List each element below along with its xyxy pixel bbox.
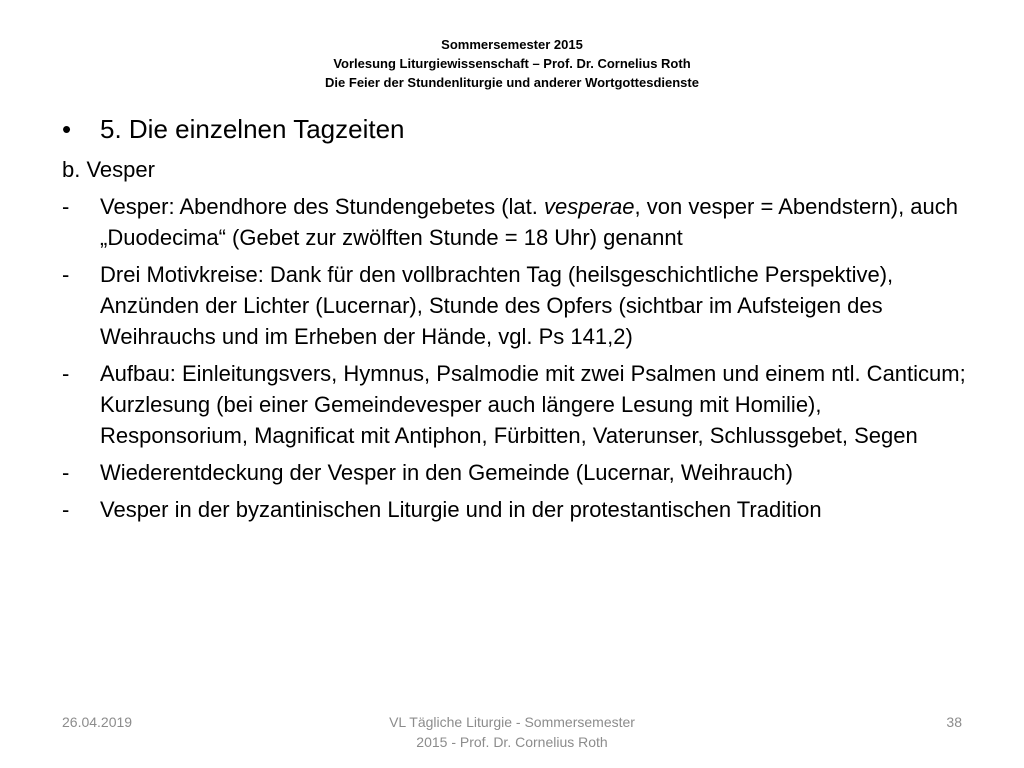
dash-icon: - <box>62 361 70 386</box>
list-item-text-italic: vesperae <box>544 194 635 219</box>
dash-icon: - <box>62 194 70 219</box>
dash-icon: - <box>62 497 70 522</box>
footer-date: 26.04.2019 <box>62 714 133 730</box>
header-topic: Die Feier der Stundenliturgie und anderer Wortgottesdienste <box>325 75 699 90</box>
section-title-text: 5. Die einzelnen Tagzeiten <box>100 114 405 144</box>
list-item <box>62 191 972 253</box>
footer-title-line1: VL Tägliche Liturgie - Sommersemester <box>389 714 635 730</box>
slide-content <box>62 111 972 531</box>
subsection-heading: b. Vesper <box>62 157 155 182</box>
list-item-text-post: , von vesper = Abendstern), auch „Duodecima“ (Gebet zur zwölften Stunde = 18 Uhr) genannt <box>100 194 958 250</box>
list-item <box>62 494 972 525</box>
slide-header <box>0 35 1024 92</box>
page-number: 38 <box>946 714 962 730</box>
footer-title <box>362 712 662 752</box>
list-item-text-pre: Vesper: Abendhore des Stundengebetes (lat. <box>100 194 544 219</box>
list-item <box>62 259 972 352</box>
dash-icon: - <box>62 460 70 485</box>
header-lecture: Vorlesung Liturgiewissenschaft – Prof. Dr. Cornelius Roth <box>333 56 691 71</box>
list-item-text: Wiederentdeckung der Vesper in den Gemeinde (Lucernar, Weihrauch) <box>100 460 793 485</box>
list-item-text: Aufbau: Einleitungsvers, Hymnus, Psalmodie mit zwei Psalmen und einem ntl. Canticum; Kurzlesung (bei einer Gemeindevesper auch längere Lesung mit Homilie), Responsorium, Magnificat mit Antiphon, Fürbitten, Vaterunser, Schlussgebet, Segen <box>100 361 966 448</box>
footer-title-line2: 2015 - Prof. Dr. Cornelius Roth <box>416 734 608 750</box>
bullet-icon: • <box>62 114 72 144</box>
list-item <box>62 457 972 488</box>
list-item-text: Vesper in der byzantinischen Liturgie und in der protestantischen Tradition <box>100 497 822 522</box>
list-item-text: Drei Motivkreise: Dank für den vollbrachten Tag (heilsgeschichtliche Perspektive), Anzünden der Lichter (Lucernar), Stunde des Opfers (sichtbar im Aufsteigen des Weihrauchs und im Erheben der Hände, vgl. Ps 141,2) <box>100 262 894 349</box>
header-semester: Sommersemester 2015 <box>441 37 583 52</box>
section-title <box>62 111 972 147</box>
list-item <box>62 358 972 451</box>
dash-icon: - <box>62 262 70 287</box>
